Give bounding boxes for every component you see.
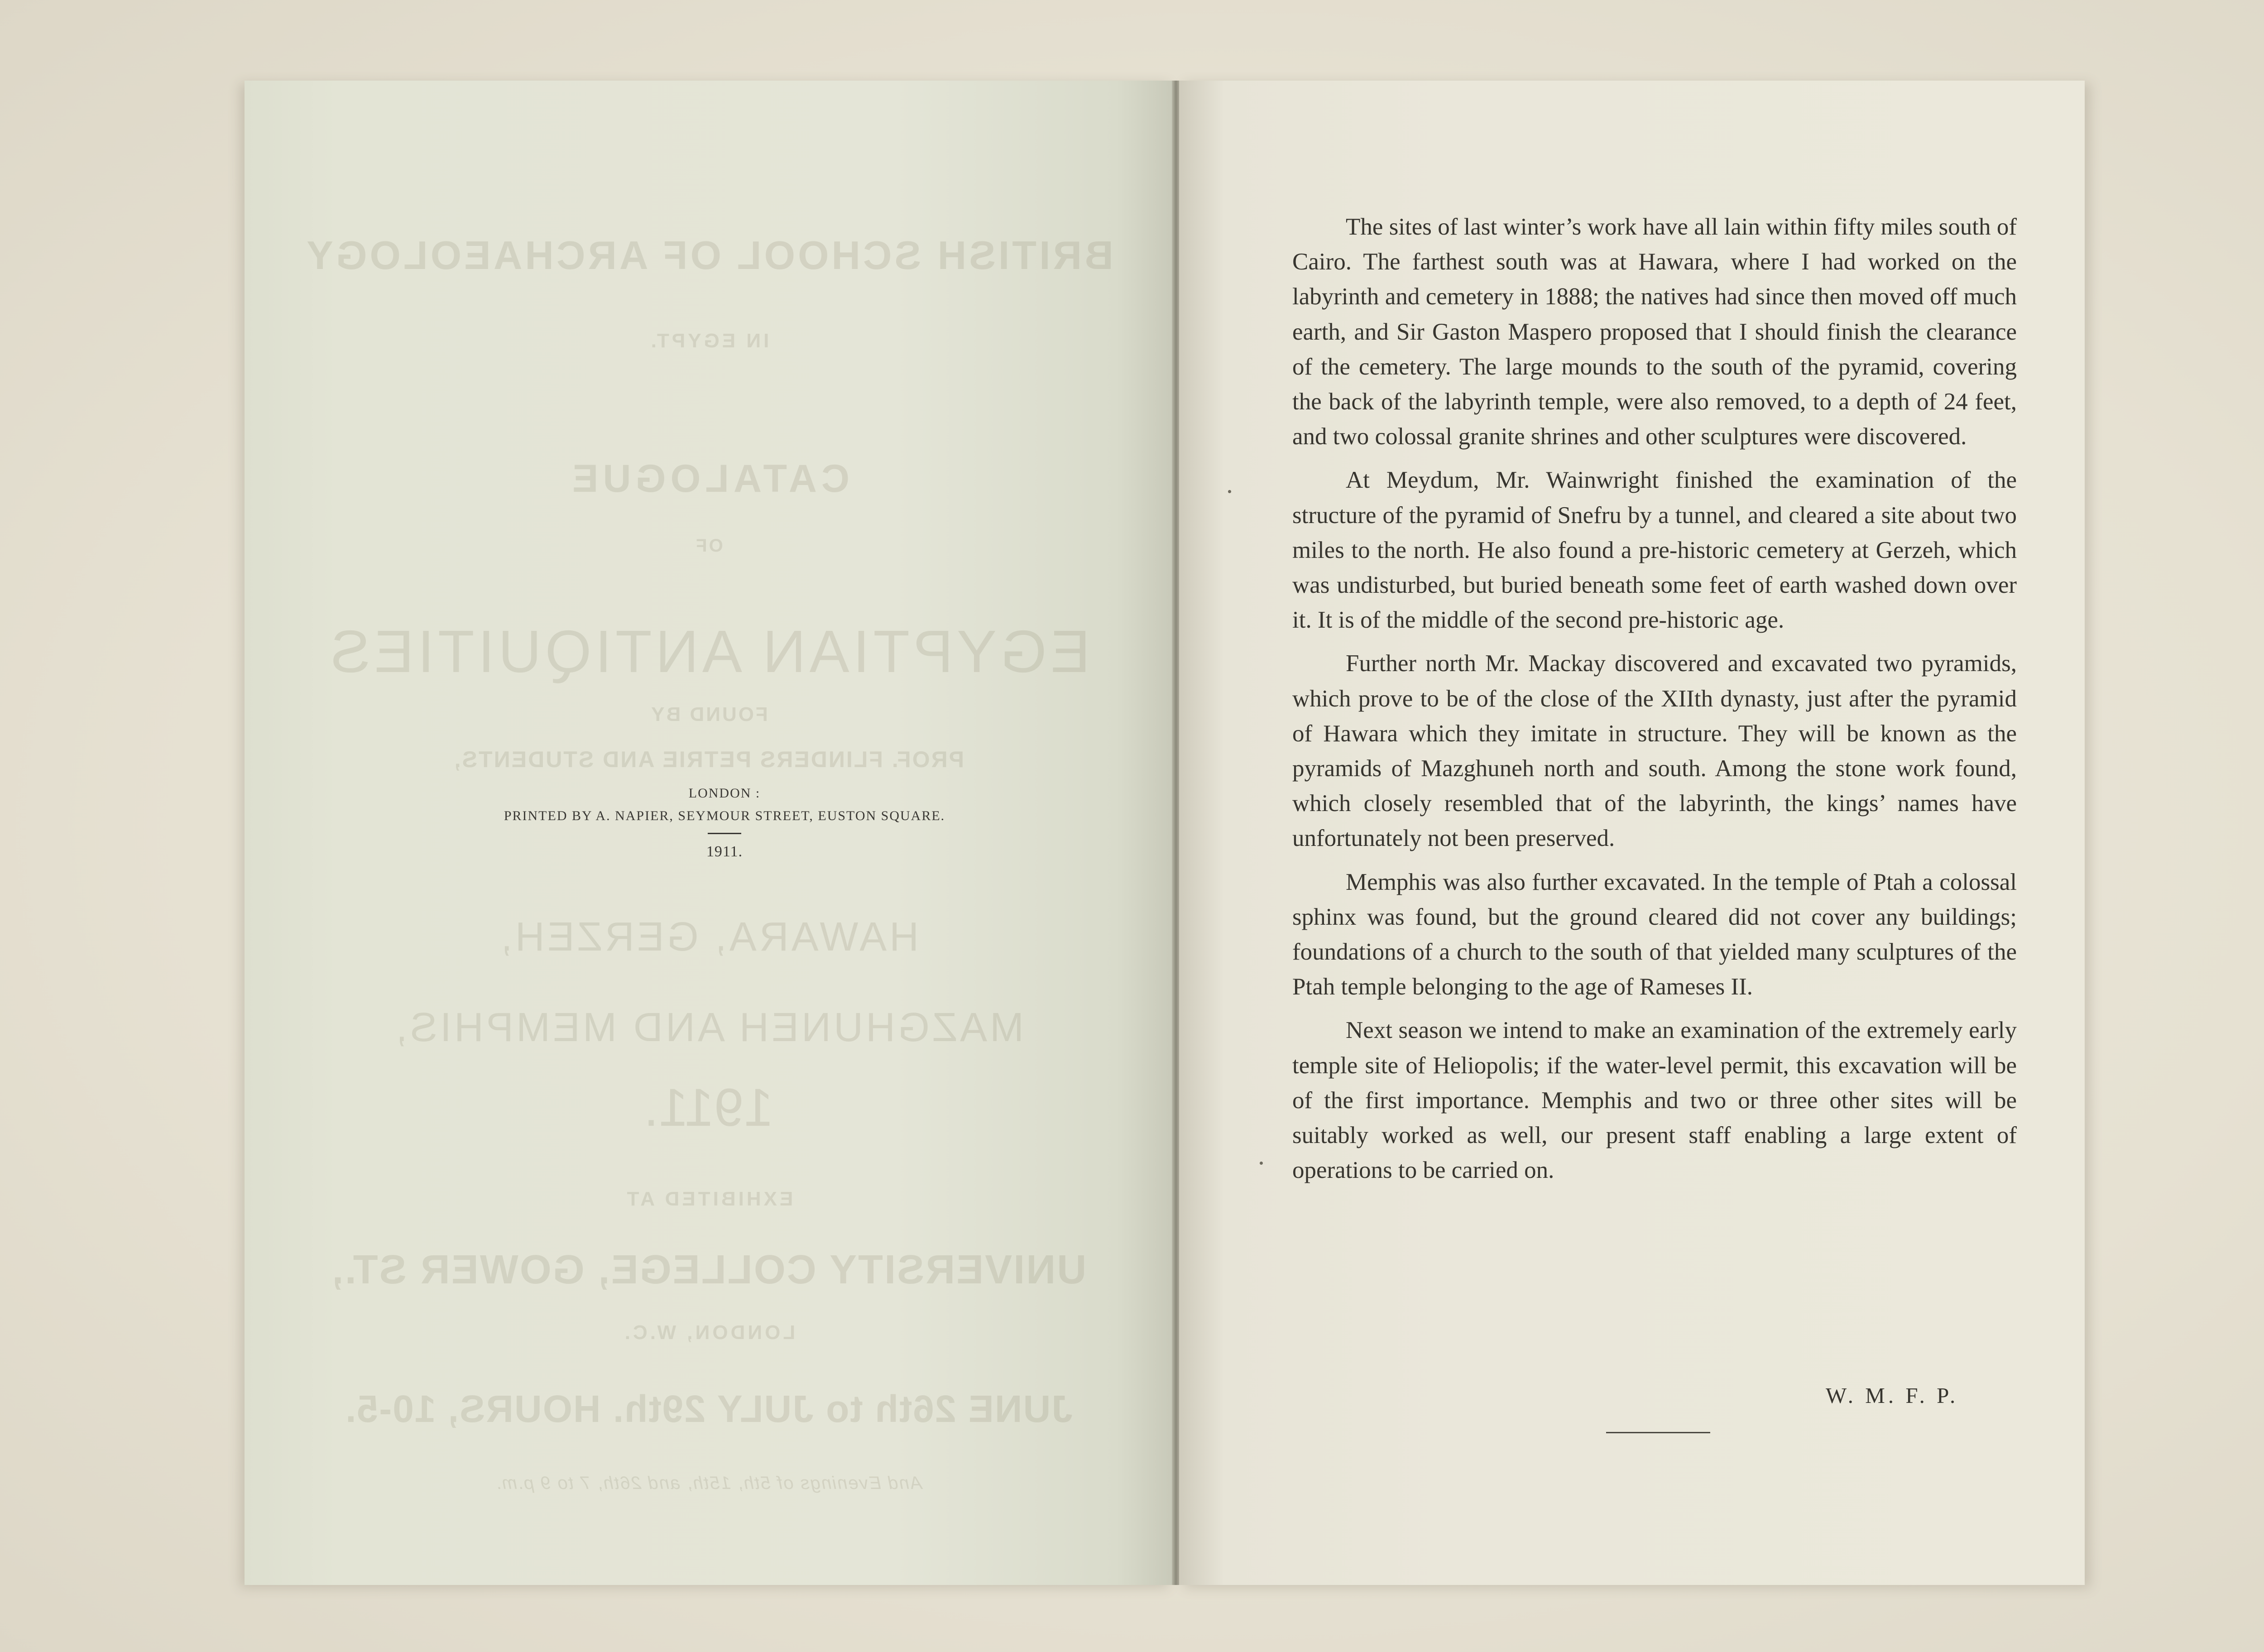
ghost-line: LONDON, W.C. — [622, 1321, 796, 1344]
imprint-city: LONDON : — [688, 786, 761, 801]
report-text — [1292, 210, 2017, 1196]
ghost-line: HAWARA, GERZEH, — [498, 914, 919, 960]
imprint-printer: PRINTED BY A. NAPIER, SEYMOUR STREET, EUSTON SQUARE. — [504, 808, 945, 823]
paper-speck — [1260, 1162, 1263, 1165]
ghost-line: PROF. FLINDERS PETRIE AND STUDENTS, — [453, 747, 964, 772]
paragraph: Memphis was also further excavated. In the temple of Ptah a colossal sphinx was found, but the ground cleared did not cover any buildings; foundations of a church to the south of that yielded many sculptures of the Ptah temple belonging to the age of Rameses II. — [1292, 869, 2017, 1000]
ghost-line: MAZGHUNEH AND MEMPHIS, — [393, 1005, 1024, 1050]
ghost-line: JUNE 26th to JULY 29th. HOURS, 10-5. — [345, 1388, 1073, 1430]
paragraph: At Meydum, Mr. Wainwright finished the examination of the structure of the pyramid of Snefru by a tunnel, and cleared a site about two miles to the north. He also found a pre-historic cemetery at Gerzeh, which was undisturbed, but buried beneath some feet of earth washed down over it. It is of the middle of the second pre-historic age. — [1292, 467, 2017, 634]
signature-initials: W. M. F. P. — [1826, 1383, 1959, 1408]
ghost-line: BRITISH SCHOOL OF ARCHAEOLOGY — [304, 233, 1113, 278]
ghost-line: CATALOGUE — [568, 457, 849, 500]
ghost-line: IN EGYPT. — [648, 330, 769, 352]
closing-rule — [1606, 1432, 1710, 1433]
paper-speck — [1228, 490, 1231, 493]
imprint-year: 1911. — [706, 843, 743, 860]
ghost-line: And Evenings of 5th, 15th, and 26th, 7 to 9 p.m. — [495, 1473, 922, 1493]
ghost-line: 1911. — [643, 1078, 774, 1138]
ghost-line: EGYPTIAN ANTIQUITIES — [327, 618, 1090, 685]
paragraph: The sites of last winter’s work have all lain within fifty miles south of Cairo. The farthest south was at Hawara, where I had worked on the labyrinth and cemetery in 1888; the natives had since then moved off much earth, and Sir Gaston Maspero proposed that I should finish the clearance of the cemetery. The large mounds to the south of the pyramid, covering the back of the labyrinth temple, were also removed, to a depth of 24 feet, and two colossal granite shrines and other sculptures were discovered. — [1292, 214, 2017, 450]
ghost-line: UNIVERSITY COLLEGE, GOWER ST., — [331, 1247, 1087, 1292]
paragraph: Further north Mr. Mackay discovered and excavated two pyramids, which prove to be of the close of the XIIth dynasty, just after the pyramid of Hawara which they imitate in structure. They will be known as the pyramids of Mazghuneh north and south. Among the stone work found, which closely resembled that of the labyrinth, the kings’ names have unfortunately not been preserved. — [1292, 650, 2017, 852]
paragraph: Next season we intend to make an examination of the extremely early temple site of Heliopolis; if the water-level permit, this excavation will be of the first importance. Memphis and two or three other sites will be suitably worked as well, our present staff enabling a large extent of operations to be carried on. — [1292, 1017, 2017, 1184]
ghost-line: OF — [694, 536, 723, 556]
ghost-line: EXHIBITED AT — [624, 1188, 793, 1210]
imprint-rule — [708, 833, 741, 834]
printer-imprint — [408, 786, 1041, 860]
ghost-line: FOUND BY — [649, 703, 768, 725]
